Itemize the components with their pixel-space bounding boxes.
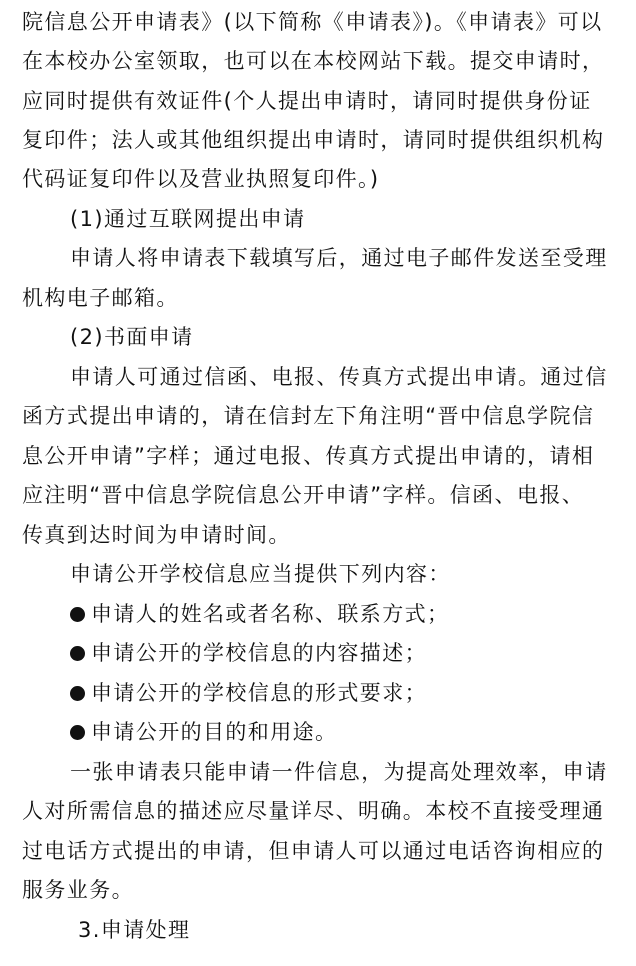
text-line-20: 一张申请表只能申请一件信息，为提高处理效率，申请: [70, 760, 608, 784]
bullet-item-3: [70, 677, 427, 709]
text-line-1: 院信息公开申请表》(以下简称《申请表》)。《申请表》可以: [22, 10, 603, 34]
section-heading-processing: 3.申请处理: [78, 918, 191, 942]
bullet-text: 申请人的姓名或者名称、联系方式；: [91, 602, 450, 626]
text-line-7: 申请人将申请表下载填写后，通过电子邮件发送至受理: [70, 246, 608, 270]
bullet-item-4: [70, 716, 337, 748]
section-heading-internet: (1)通过互联网提出申请: [70, 207, 306, 231]
section-heading-written: (2)书面申请: [70, 325, 194, 349]
text-line-21: 人对所需信息的描述应尽量详尽、明确。本校不直接受理通: [22, 799, 605, 823]
text-line-13: 应注明“晋中信息学院信息公开申请”字样。信函、电报、: [22, 483, 585, 507]
content-intro: 申请公开学校信息应当提供下列内容：: [70, 562, 451, 586]
bullet-icon: [70, 646, 85, 661]
text-line-10: 申请人可通过信函、电报、传真方式提出申请。通过信: [70, 365, 608, 389]
text-line-5: 代码证复印件以及营业执照复印件。): [22, 167, 380, 191]
text-line-14: 传真到达时间为申请时间。: [22, 523, 291, 547]
bullet-icon: [70, 686, 85, 701]
bullet-text: 申请公开的学校信息的形式要求；: [91, 681, 427, 705]
text-line-3: 应同时提供有效证件(个人提出申请时，请同时提供身份证: [22, 89, 592, 113]
bullet-item-2: [70, 637, 427, 669]
text-line-8: 机构电子邮箱。: [22, 286, 179, 310]
text-line-2: 在本校办公室领取，也可以在本校网站下载。提交申请时，: [22, 49, 605, 73]
bullet-icon: [70, 725, 85, 740]
bullet-item-1: [70, 598, 449, 630]
text-line-12: 息公开申请”字样；通过电报、传真方式提出申请的，请相: [22, 444, 595, 468]
text-line-11: 函方式提出申请的，请在信封左下角注明“晋中信息学院信: [22, 404, 595, 428]
bullet-text: 申请公开的目的和用途。: [91, 720, 338, 744]
text-line-23: 服务业务。: [22, 878, 134, 902]
text-line-22: 过电话方式提出的申请，但申请人可以通过电话咨询相应的: [22, 839, 605, 863]
bullet-text: 申请公开的学校信息的内容描述；: [91, 641, 427, 665]
text-line-4: 复印件；法人或其他组织提出申请时，请同时提供组织机构: [22, 128, 605, 152]
bullet-icon: [70, 607, 85, 622]
